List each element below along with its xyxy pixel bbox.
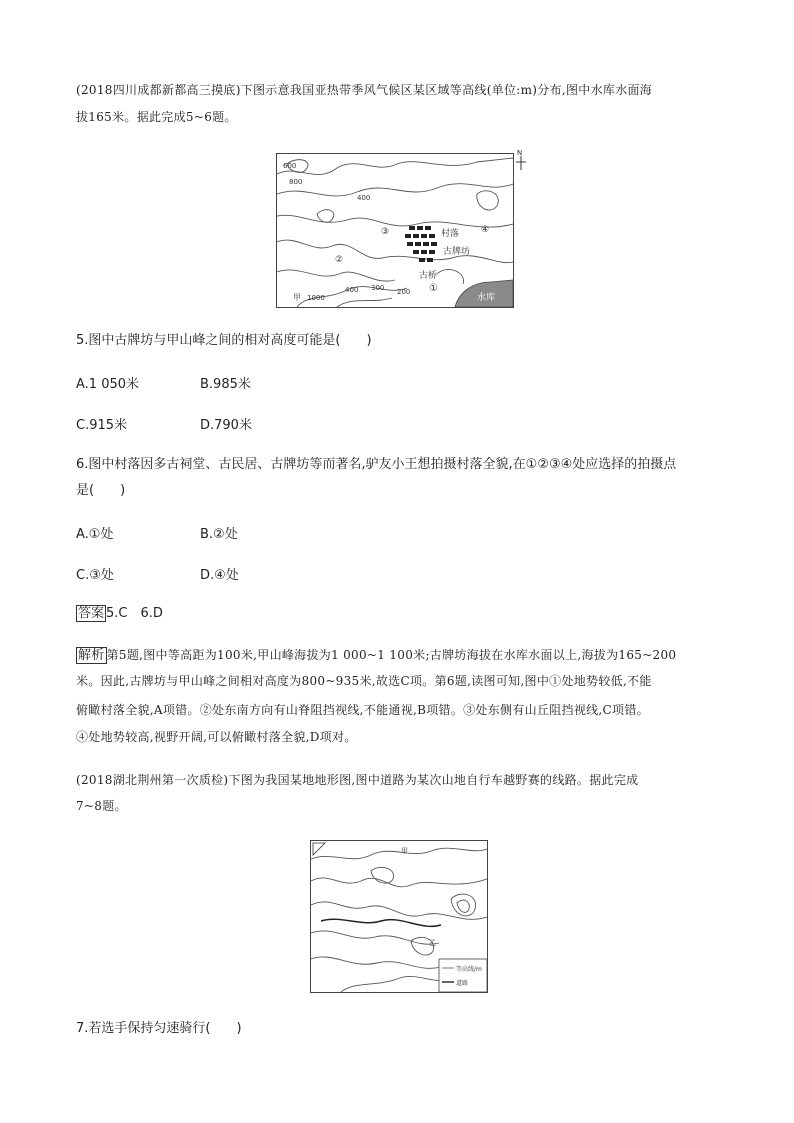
answer-line (76, 605, 163, 622)
map1-label-mark4: ④ (481, 225, 490, 235)
map2-legend (439, 959, 487, 992)
q6-option-c[interactable]: C.③处 (76, 568, 114, 583)
contour-map-1-svg (277, 154, 513, 307)
village-dots (405, 226, 437, 262)
map1-label-mark2: ② (335, 255, 344, 265)
map2-legend-road: 道路 (456, 980, 469, 987)
q5-stem: 5.图中古牌坊与甲山峰之间的相对高度可能是( ) (76, 333, 372, 348)
intro2-line-1: (2018湖北荆州第一次质检)下图为我国某地地形图,图中道路为某次山地自行车越野赛的线路。据此完成 (76, 773, 639, 787)
north-label: N (517, 149, 523, 157)
contour-map-1 (276, 153, 514, 308)
q5-option-b[interactable]: B.985米 (200, 377, 251, 392)
q7-stem: 7.若选手保持匀速骑行( ) (76, 1021, 242, 1036)
contour-map-2 (310, 840, 488, 993)
map1-label-400b: 400 (345, 286, 359, 294)
map1-label-mark1: ① (429, 283, 438, 294)
map1-label-jia: 甲 (293, 293, 301, 302)
answer-text: 5.C 6.D (106, 606, 163, 621)
analysis-line-3: 俯瞰村落全貌,A项错。②处东南方向有山脊阻挡视线,不能通视,B项错。③处东侧有山丘阻挡视线,C项错。 (76, 703, 649, 717)
map1-label-archway: 古牌坊 (443, 247, 471, 257)
road-line (321, 919, 441, 926)
analysis-tag: 解析 (78, 648, 105, 663)
intro-line-1: (2018四川成都新都高三摸底)下图示意我国亚热带季风气候区某区域等高线(单位:m)分布,图中水库水面海 (76, 83, 653, 97)
analysis-line-4: ④处地势较高,视野开阔,可以俯瞰村落全貌,D项对。 (76, 730, 357, 744)
map1-label-800: 800 (289, 178, 303, 186)
map1-label-300: 300 (371, 284, 385, 292)
map1-label-1000: 1000 (307, 294, 325, 302)
intro2-line-2: 7~8题。 (76, 799, 127, 813)
analysis-line-1 (76, 647, 676, 664)
intro-line-2: 拔165米。据此完成5~6题。 (76, 110, 237, 124)
q6-option-d[interactable]: D.④处 (200, 568, 239, 583)
analysis-line-2: 米。因此,古牌坊与甲山峰之间相对高度为800~935米,故选C项。第6题,读图可知,图中①处地势较低,不能 (76, 674, 652, 688)
answer-tag: 答案 (78, 606, 105, 621)
q5-option-d[interactable]: D.790米 (200, 418, 252, 433)
analysis-text-1: 第5题,图中等高距为100米,甲山峰海拔为1 000~1 100米;古牌坊海拔在水库水面以上,海拔为165~200 (106, 648, 677, 662)
q5-option-a[interactable]: A.1 050米 (76, 377, 140, 392)
map2-label-jia: 甲 (401, 847, 408, 855)
q5-option-c[interactable]: C.915米 (76, 418, 128, 433)
map2-label-yi: 乙 (429, 939, 436, 947)
q6-option-a[interactable]: A.①处 (76, 527, 114, 542)
map1-label-reservoir: 水库 (477, 293, 496, 303)
map2-legend-contour: 等高线/m (456, 966, 482, 973)
map1-label-village: 村落 (441, 229, 460, 239)
q6-stem-line-2: 是( ) (76, 483, 126, 498)
q6-stem-line-1: 6.图中村落因多古祠堂、古民居、古牌坊等而著名,驴友小王想拍摄村落全貌,在①②③④处应选择的拍摄点 (76, 457, 677, 472)
map1-label-600: 600 (283, 162, 297, 170)
map1-label-mark3: ③ (381, 227, 390, 237)
q6-option-b[interactable]: B.②处 (200, 527, 238, 542)
map1-label-bridge: 古桥 (419, 271, 438, 281)
contour-map-2-svg (311, 841, 487, 992)
map1-label-200: 200 (397, 288, 411, 296)
north-arrow-icon (514, 148, 528, 170)
map1-label-400a: 400 (357, 194, 371, 202)
